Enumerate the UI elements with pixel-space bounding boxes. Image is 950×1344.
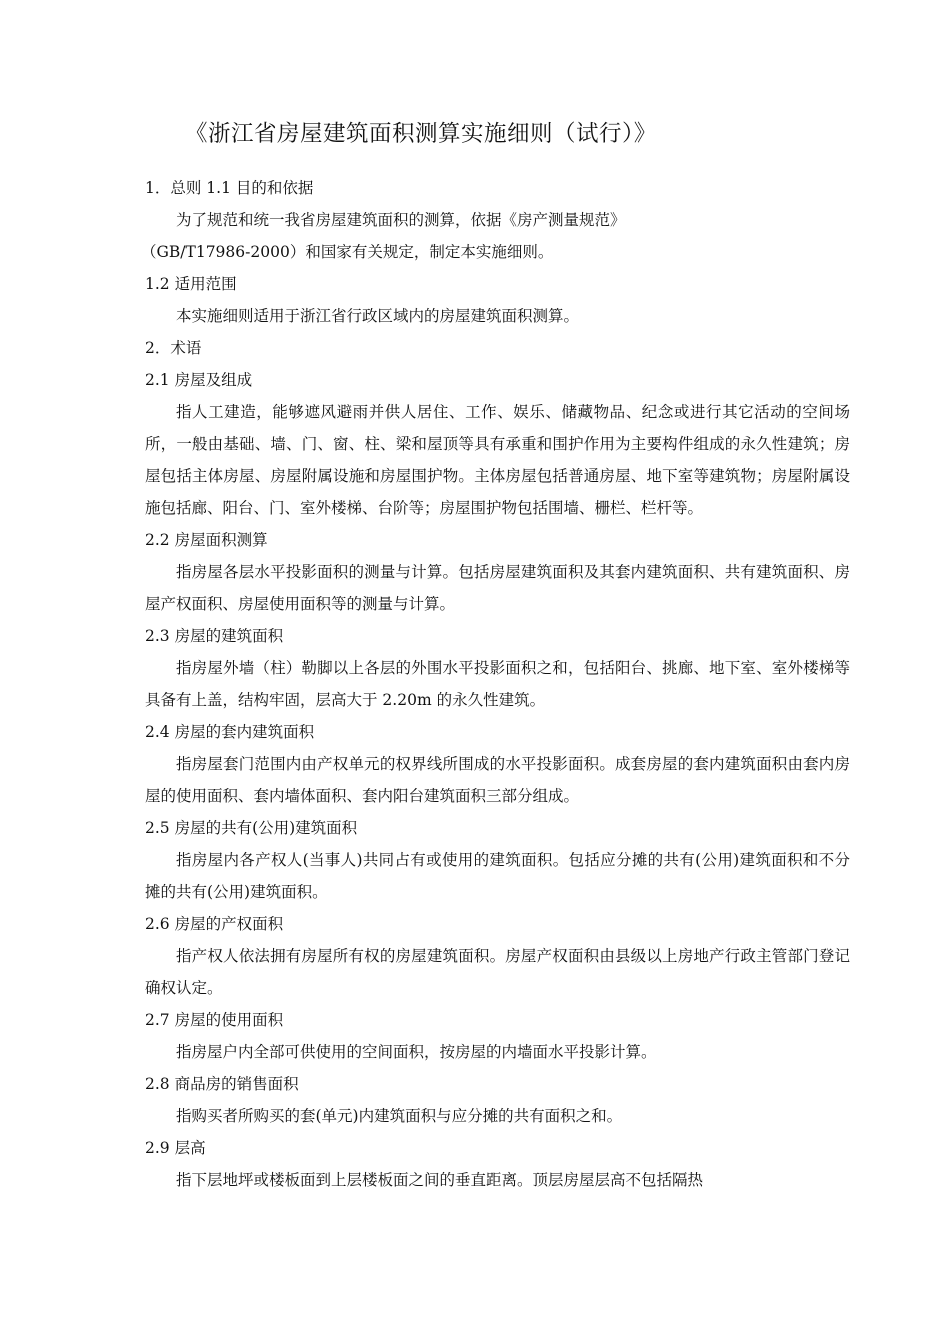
section-heading: 1．总则 1.1 目的和依据 xyxy=(145,179,314,197)
section-heading: 2.5 房屋的共有(公用)建筑面积 xyxy=(145,819,358,837)
section-heading: 1.2 适用范围 xyxy=(145,275,237,293)
paragraph: 指房屋各层水平投影面积的测量与计算。包括房屋建筑面积及其套内建筑面积、共有建筑面积、房屋产权面积、房屋使用面积等的测量与计算。 xyxy=(145,563,850,613)
section-heading: 2.6 房屋的产权面积 xyxy=(145,915,284,933)
paragraph: 本实施细则适用于浙江省行政区域内的房屋建筑面积测算。 xyxy=(176,307,580,325)
paragraph: 指房屋外墙（柱）勒脚以上各层的外围水平投影面积之和，包括阳台、挑廊、地下室、室外楼梯等具备有上盖，结构牢固，层高大于 2.20m 的永久性建筑。 xyxy=(145,659,850,709)
paragraph: 指房屋内各产权人(当事人)共同占有或使用的建筑面积。包括应分摊的共有(公用)建筑面积和不分摊的共有(公用)建筑面积。 xyxy=(145,851,850,901)
paragraph-continuation: （GB/T17986-2000）和国家有关规定，制定本实施细则。 xyxy=(141,243,554,261)
section-heading: 2.4 房屋的套内建筑面积 xyxy=(145,723,315,741)
section-heading: 2.3 房屋的建筑面积 xyxy=(145,627,284,645)
paragraph: 为了规范和统一我省房屋建筑面积的测算，依据《房产测量规范》 xyxy=(176,211,626,229)
paragraph: 指产权人依法拥有房屋所有权的房屋建筑面积。房屋产权面积由县级以上房地产行政主管部门登记确权认定。 xyxy=(145,947,850,997)
section-heading: 2．术语 xyxy=(145,339,202,357)
document-title: 《浙江省房屋建筑面积测算实施细则（试行）》 xyxy=(185,121,657,147)
section-heading: 2.1 房屋及组成 xyxy=(145,371,253,389)
section-heading: 2.7 房屋的使用面积 xyxy=(145,1011,284,1029)
paragraph: 指房屋户内全部可供使用的空间面积，按房屋的内墙面水平投影计算。 xyxy=(176,1043,657,1061)
section-heading: 2.8 商品房的销售面积 xyxy=(145,1075,299,1093)
section-heading: 2.9 层高 xyxy=(145,1139,206,1157)
paragraph: 指人工建造，能够遮风避雨并供人居住、工作、娱乐、储藏物品、纪念或进行其它活动的空间场所，一般由基础、墙、门、窗、柱、梁和屋顶等具有承重和围护作用为主要构件组成的永久性建筑；房屋包括主体房屋、房屋附属设施和房屋围护物。主体房屋包括普通房屋、地下室等建筑物；房屋附属设施包括廊、阳台、门、室外楼梯、台阶等；房屋围护物包括围墙、栅栏、栏杆等。 xyxy=(145,403,850,517)
section-heading: 2.2 房屋面积测算 xyxy=(145,531,268,549)
paragraph: 指下层地坪或楼板面到上层楼板面之间的垂直距离。顶层房屋层高不包括隔热 xyxy=(176,1171,704,1189)
paragraph: 指房屋套门范围内由产权单元的权界线所围成的水平投影面积。成套房屋的套内建筑面积由套内房屋的使用面积、套内墙体面积、套内阳台建筑面积三部分组成。 xyxy=(145,755,850,805)
paragraph: 指购买者所购买的套(单元)内建筑面积与应分摊的共有面积之和。 xyxy=(176,1107,623,1125)
